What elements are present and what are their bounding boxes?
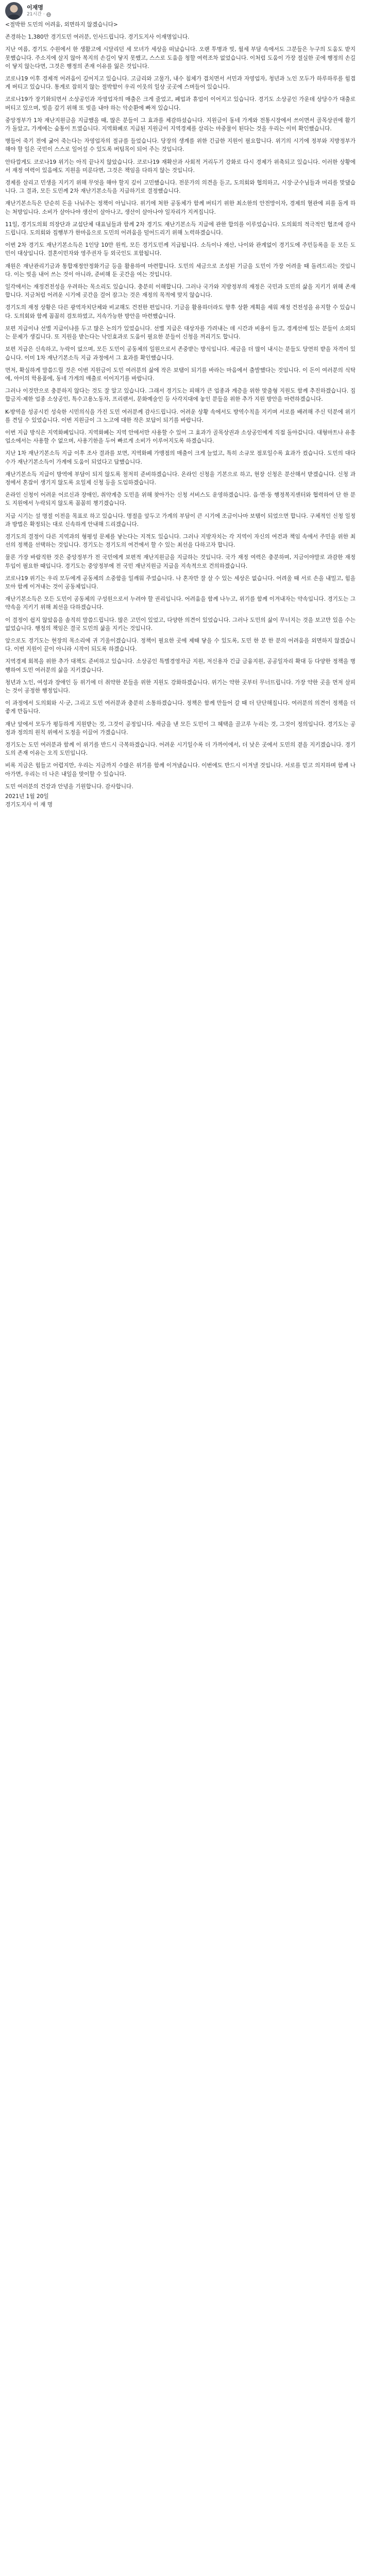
post-paragraph: 11일, 경기도의회 의장단과 교섭단체 대표님들과 함께 2차 경기도 재난기본소득 지급에 관한 합의를 이루었습니다. 도의회의 적극적인 협조에 감사드립니다. 도의회와 집행부가 한마음으로 도민의 어려움을 덜어드리기 위해 노력하겠습니다. <box>5 221 356 236</box>
post-paragraph: 그러나 이것만으로 충분하지 않다는 것도 잘 알고 있습니다. 그래서 경기도는 피해가 큰 업종과 계층을 위한 맞춤형 지원도 함께 추진하겠습니다. 집합금지·제한 업종 소상공인, 특수고용노동자, 프리랜서, 문화예술인 등 사각지대에 놓인 분들을 위한 추가 지원 방안을 마련하겠습니다. <box>5 388 356 403</box>
post-paragraph: 보편 지급이냐 선별 지급이냐를 두고 많은 논의가 있었습니다. 선별 지급은 대상자를 가려내는 데 시간과 비용이 들고, 경계선에 있는 분들이 소외되는 문제가 생깁니다. 또 지원을 받는다는 낙인효과로 도움이 필요한 분들이 신청을 꺼리기도 합니다. <box>5 325 356 341</box>
post-paragraph: 재난기본소득은 모든 도민이 공동체의 구성원으로서 누려야 할 권리입니다. 어려움을 함께 나누고, 위기를 함께 이겨내자는 약속입니다. 경기도는 그 약속을 지키기 위해 최선을 다하겠습니다. <box>5 596 356 611</box>
post-paragraph: 물론 가장 바람직한 것은 중앙정부가 전 국민에게 보편적 재난지원금을 지급하는 것입니다. 국가 재정 여력은 충분하며, 지금이야말로 과감한 재정 투입이 필요한 때입니다. 경기도는 중앙정부에 전 국민 재난지원금 지급을 지속적으로 건의하겠습니다. <box>5 554 356 569</box>
post-body <box>0 21 361 809</box>
post-paragraph: <절박한 도민의 어려움, 외면하지 않겠습니다> <box>5 22 118 28</box>
post-paragraph: 코로나19 이후 경제적 어려움이 깊어지고 있습니다. 고금리와 고물가, 내수 침체가 겹치면서 서민과 자영업자, 청년과 노인 모두가 하루하루를 힘겹게 버티고 있습니다. 통계로 잡히지 않는 절박함이 우리 이웃의 일상 곳곳에 스며들어 있습니다. <box>5 76 356 91</box>
post-paragraph: 온라인 신청이 어려운 어르신과 장애인, 취약계층 도민을 위해 찾아가는 신청 서비스도 운영하겠습니다. 읍·면·동 행정복지센터와 협력하여 단 한 분도 지원에서 누락되지 않도록 꼼꼼히 챙기겠습니다. <box>5 492 356 507</box>
post-header <box>0 0 371 21</box>
post-meta <box>27 11 51 18</box>
post-paragraph: 앞으로도 경기도는 현장의 목소리에 귀 기울이겠습니다. 정책이 필요한 곳에 제때 닿을 수 있도록, 도민 한 분 한 분의 어려움을 외면하지 않겠습니다. 이번 지원이 끝이 아니라 시작이 되도록 하겠습니다. <box>5 637 356 653</box>
post-paragraph: 존경하는 1,380만 경기도민 여러분, 인사드립니다. 경기도지사 이재명입니다. <box>5 34 190 41</box>
post-paragraph: 경기도의 결정이 다른 지역과의 형평성 문제를 낳는다는 지적도 있습니다. 그러나 지방자치는 각 지역이 자신의 여건과 책임 속에서 주민을 위한 최선의 정책을 선택하는 것입니다. 경기도는 경기도의 여건에서 할 수 있는 최선을 다하고자 합니다. <box>5 533 356 549</box>
post-paragraph: 이번 2차 경기도 재난기본소득은 1인당 10만 원씩, 모든 경기도민께 지급됩니다. 소득이나 재산, 나이와 관계없이 경기도에 주민등록을 둔 모든 도민이 대상입니다. 결혼이민자와 영주권자 등 외국인도 포함됩니다. <box>5 242 356 257</box>
post-paragraph: 중앙정부가 1차 재난지원금을 지급했을 때, 많은 분들이 그 효과를 체감하셨습니다. 지원금이 동네 가게와 전통시장에서 쓰이면서 골목상권에 활기가 돌았고, 가계에는 숨통이 트였습니다. 지역화폐로 지급된 지원금이 지역경제를 살리는 마중물이 된다는 것을 우리는 이미 확인했습니다. <box>5 117 356 132</box>
post-time[interactable]: 21시간 <box>27 12 42 17</box>
post-paragraph: 코로나19가 장기화되면서 소상공인과 자영업자의 매출은 크게 줄었고, 폐업과 휴업이 이어지고 있습니다. 경기도 소상공인 가운데 상당수가 대출로 버티고 있으며, 빚을 갚기 위해 또 빚을 내야 하는 악순환에 빠져 있습니다. <box>5 96 356 111</box>
post-paragraph: 재난기본소득은 단순히 돈을 나눠주는 정책이 아닙니다. 위기에 처한 공동체가 함께 버티기 위한 최소한의 안전망이자, 경제의 혈관에 피를 돌게 하는 처방입니다. 소비가 살아나야 생산이 살아나고, 생산이 살아나야 일자리가 지켜집니다. <box>5 200 356 215</box>
post-paragraph: 안타깝게도 코로나19 위기는 아직 끝나지 않았습니다. 코로나19 재확산과 사회적 거리두기 강화로 다시 경제가 위축되고 있습니다. 이러한 상황에서 재정 여력이 있음에도 지원을 미룬다면, 그것은 책임을 다하지 않는 것입니다. <box>5 159 356 174</box>
post-paragraph: 이번 지급 방식은 지역화폐입니다. 지역화폐는 지역 안에서만 사용할 수 있어 그 효과가 골목상권과 소상공인에게 직접 돌아갑니다. 대형마트나 유흥업소에서는 사용할 수 없으며, 사용기한을 두어 빠르게 소비가 이루어지도록 하겠습니다. <box>5 429 356 445</box>
signature-line: 경기도지사 이 재 명 <box>5 802 53 808</box>
post-paragraph: 먼저, 확실하게 말씀드릴 것은 이번 지원금이 도민 여러분의 삶에 작은 보탬이 되기를 바라는 마음에서 출발했다는 것입니다. 이 돈이 여러분의 식탁에, 아이의 학용품에, 동네 가게의 매출로 이어지기를 바랍니다. <box>5 367 356 382</box>
post-paragraph: 이 결정이 쉽지 않았음을 솔직히 말씀드립니다. 많은 고민이 있었고, 다양한 의견이 있었습니다. 그러나 도민의 삶이 무너지는 것을 보고만 있을 수는 없었습니다. 행정의 책임은 결국 도민의 삶을 지키는 것입니다. <box>5 617 356 632</box>
post-paragraph: 재난기본소득 지급이 방역에 부담이 되지 않도록 철저히 준비하겠습니다. 온라인 신청을 기본으로 하고, 현장 신청은 분산해서 받겠습니다. 신청 과정에서 혼잡이 생기지 않도록 요일제 신청 등을 도입하겠습니다. <box>5 471 356 486</box>
post-paragraph: 재원은 재난관리기금과 통합재정안정화기금 등을 활용하여 마련합니다. 도민의 세금으로 조성된 기금을 도민이 가장 어려울 때 돌려드리는 것입니다. 이는 빚을 내어 쓰는 것이 아니라, 준비해 둔 곳간을 여는 것입니다. <box>5 263 356 278</box>
post-paragraph: K-방역을 성공시킨 성숙한 시민의식을 가진 도민 여러분께 감사드립니다. 어려운 상황 속에서도 방역수칙을 지키며 서로를 배려해 주신 덕분에 위기를 견딜 수 있었습니다. 이번 지원금이 그 노고에 대한 작은 보답이 되기를 바랍니다. <box>5 409 356 423</box>
post-paragraph: 지급 시기는 설 명절 이전을 목표로 하고 있습니다. 명절을 앞두고 가계의 부담이 큰 시기에 조금이나마 보탬이 되었으면 합니다. 구체적인 신청 일정과 방법은 확정되는 대로 신속하게 안내해 드리겠습니다. <box>5 513 356 528</box>
post-paragraph: 지난 여름, 경기도 수원에서 한 생활고에 시달리던 세 모녀가 세상을 떠났습니다. 오랜 투병과 빚, 월세 부담 속에서도 그분들은 누구의 도움도 받지 못했습니다. 주소지에 살지 않아 복지의 손길이 닿지 못했고, 스스로 도움을 청할 여력조차 없었습니다. 이처럼 도움이 가장 절실한 곳에 행정의 손길이 닿지 않는다면, 그것은 행정의 존재 이유를 잃은 것입니다. <box>5 46 356 70</box>
post-paragraph: 코로나19 위기는 우리 모두에게 공동체의 소중함을 일깨워 주었습니다. 나 혼자만 잘 살 수 있는 세상은 없습니다. 어려울 때 서로 손을 내밀고, 힘을 모아 함께 이겨내는 것이 공동체입니다. <box>5 575 356 590</box>
post-paragraph: 지난 1차 재난기본소득 지급 이후 조사 결과를 보면, 지역화폐 가맹점의 매출이 크게 늘었고, 특히 소규모 점포일수록 효과가 컸습니다. 도민의 대다수가 재난기본소득이 가계에 도움이 되었다고 답했습니다. <box>5 450 356 465</box>
post-paragraph: 도민 여러분의 건강과 안녕을 기원합니다. 감사합니다. <box>5 783 133 790</box>
post-paragraph: 이 과정에서 도의회와 시·군, 그리고 도민 여러분과 충분히 소통하겠습니다. 정책은 함께 만들어 갈 때 더 단단해집니다. 여러분의 의견이 정책을 더 좋게 만듭니다. <box>5 700 356 715</box>
post-paragraph: 병들어 죽기 전에 굶어 죽는다는 자영업자의 절규를 들었습니다. 당장의 생계를 위한 긴급한 지원이 필요합니다. 위기의 시기에 정부와 지방정부가 해야 할 일은 국민이 스스로 일어설 수 있도록 버팀목이 되어 주는 것입니다. <box>5 138 356 153</box>
avatar[interactable] <box>5 2 23 20</box>
post-paragraph: 경기도는 도민 여러분과 함께 이 위기를 반드시 극복하겠습니다. 어려운 시기일수록 더 가까이에서, 더 낮은 곳에서 도민의 곁을 지키겠습니다. 경기도의 존재 이유는 오직 도민입니다. <box>5 742 356 757</box>
post-paragraph: 경제를 살리고 민생을 지키기 위해 무엇을 해야 할지 깊이 고민했습니다. 전문가의 의견을 듣고, 도의회와 협의하고, 시장·군수님들과 머리를 맞댔습니다. 그 결과, 모든 도민께 2차 재난기본소득을 지급하기로 결정했습니다. <box>5 180 356 195</box>
author-name[interactable]: 이재명 <box>27 4 43 11</box>
globe-icon[interactable] <box>46 12 51 17</box>
post-paragraph: 경기도의 재정 상황은 다른 광역자치단체와 비교해도 건전한 편입니다. 기금을 활용하더라도 향후 상환 계획을 세워 재정 건전성을 유지할 수 있습니다. 도의회와 함께 꼼꼼히 검토하였고, 지속가능한 방안을 마련했습니다. <box>5 304 356 319</box>
post-paragraph: 비록 지금은 힘들고 어렵지만, 우리는 지금까지 수많은 위기를 함께 이겨냈습니다. 이번에도 반드시 이겨낼 것입니다. 서로를 믿고 의지하며 함께 나아가면, 우리는 더 나은 내일을 맞이할 수 있습니다. <box>5 762 356 777</box>
meta-separator: · <box>43 12 45 17</box>
post-paragraph: 재난 앞에서 모두가 평등하게 지원받는 것, 그것이 공정입니다. 세금을 낸 모든 도민이 그 혜택을 골고루 누리는 것, 그것이 정의입니다. 경기도는 공정과 정의의 원칙 위에서 도정을 이끌어 가겠습니다. <box>5 721 356 736</box>
post-paragraph: 청년과 노인, 여성과 장애인 등 위기에 더 취약한 분들을 위한 지원도 강화하겠습니다. 위기는 약한 곳부터 무너뜨립니다. 가장 약한 곳을 먼저 살피는 것이 공정한 행정입니다. <box>5 679 356 694</box>
post-paragraph: 일각에서는 재정건전성을 우려하는 목소리도 있습니다. 충분히 이해합니다. 그러나 국가와 지방정부의 재정은 국민과 도민의 삶을 지키기 위해 존재합니다. 지금처럼 어려운 시기에 곳간을 걸어 잠그는 것은 재정의 목적에 맞지 않습니다. <box>5 284 356 299</box>
author-block <box>27 4 51 18</box>
post-paragraph: 보편 지급은 신속하고, 누락이 없으며, 모든 도민이 공동체의 일원으로서 존중받는 방식입니다. 세금을 더 많이 내시는 분들도 당연히 받을 자격이 있습니다. 이미 1차 재난기본소득 지급 과정에서 그 효과를 확인했습니다. <box>5 346 356 361</box>
post-paragraph: 지역경제 회복을 위한 추가 대책도 준비하고 있습니다. 소상공인 특별경영자금 지원, 저신용자 긴급 금융지원, 공공일자리 확대 등 다양한 정책을 병행하여 도민 여러분의 삶을 지키겠습니다. <box>5 658 356 673</box>
signature-line: 2021년 1월 20일 <box>5 793 49 800</box>
